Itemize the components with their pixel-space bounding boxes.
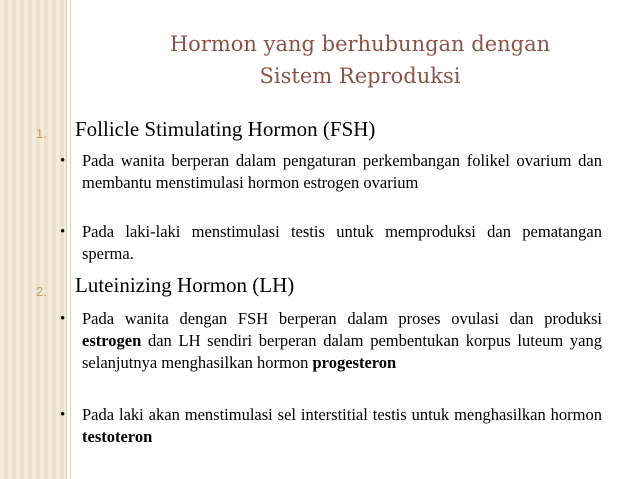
bullet-dot-icon: • (60, 224, 66, 240)
bold-term-progesteron: progesteron (312, 353, 397, 372)
section-number-1: 1. (36, 126, 47, 141)
bold-term-testoteron: testoteron (82, 427, 153, 446)
bullet-text: Pada wanita berperan dalam pengaturan perkembangan folikel ovarium dan membantu menstimulasi hormon estrogen ovarium (82, 151, 602, 192)
decorative-line (70, 0, 71, 479)
bullet-text-part: dan LH sendiri berperan dalam pembentukan korpus luteum yang selanjutnya menghasilkan hormon (82, 331, 602, 372)
slide-title-line-2: Sistem Reproduksi (259, 64, 461, 88)
bullet-text-part: Pada wanita dengan FSH berperan dalam proses ovulasi dan produksi (82, 309, 602, 328)
slide-title-line-1: Hormon yang berhubungan dengan (169, 32, 551, 56)
bullet-text: Pada laki-laki menstimulasi testis untuk memproduksi dan pematangan sperma. (82, 222, 602, 263)
bold-term-estrogen: estrogen (82, 331, 142, 350)
section-heading-fsh: Follicle Stimulating Hormon (FSH) (75, 117, 376, 141)
section-heading-lh: Luteinizing Hormon (LH) (75, 273, 295, 297)
bullet-fsh-female (60, 150, 602, 194)
bullet-dot-icon: • (60, 311, 66, 327)
bullet-lh-male (60, 404, 602, 448)
bullet-text (82, 308, 602, 374)
bullet-text (82, 404, 602, 448)
bullet-fsh-male (60, 221, 602, 265)
bullet-dot-icon: • (60, 153, 66, 169)
bullet-lh-female (60, 308, 602, 374)
bullet-text-part: Pada laki akan menstimulasi sel interstitial testis untuk menghasilkan hormon (82, 405, 602, 424)
decorative-stripe-band (0, 0, 66, 479)
slide-title (120, 28, 600, 92)
section-number-2: 2. (36, 284, 47, 299)
decorative-line (66, 0, 67, 479)
bullet-dot-icon: • (60, 407, 66, 423)
